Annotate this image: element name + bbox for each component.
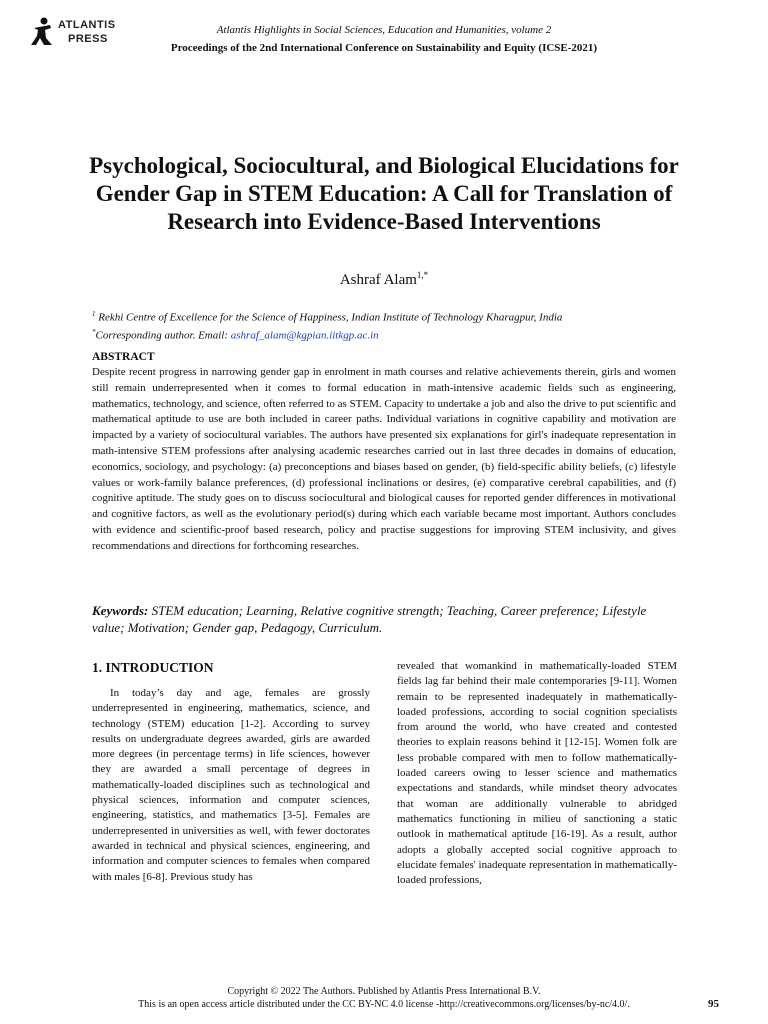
affiliation-text: Rekhi Centre of Excellence for the Science of Happiness, Indian Institute of Technology Kharagpur, India bbox=[98, 311, 563, 324]
author-name: Ashraf Alam bbox=[339, 272, 417, 288]
series-title: Atlantis Highlights in Social Sciences, Education and Humanities, volume 2 bbox=[216, 24, 552, 36]
paper-title: Psychological, Sociocultural, and Biological Elucidations for Gender Gap in STEM Education: A Call for Translation of Research into Evidence-Based Interventions bbox=[89, 153, 679, 234]
license-notice: This is an open access article distributed under the CC BY-NC 4.0 license -http://creativecommons.org/licenses/by-nc/4.0/. bbox=[138, 999, 630, 1010]
corresponding-label: Corresponding author. Email: bbox=[95, 329, 231, 342]
corresponding-superscript: * bbox=[92, 327, 96, 336]
affiliation-block bbox=[92, 307, 692, 342]
copyright-notice: Copyright © 2022 The Authors. Published by Atlantis Press International B.V. bbox=[227, 986, 541, 997]
atlantis-figure-icon bbox=[30, 16, 54, 46]
author-line bbox=[0, 270, 768, 289]
publisher-name-line2: PRESS bbox=[68, 33, 108, 45]
author-superscript: 1,* bbox=[416, 270, 429, 280]
abstract-text: Despite recent progress in narrowing gender gap in enrolment in math courses and relative achievements therein, girls and women still remain underrepresented when it comes to formal education in math-intensive academic fields such as engineering, mathematics, technology, and science, often referred to as STEM. Capacity to undertake a job and also the drive to put scientific and mathematical aptitude to use are both included in career paths. Individual variations in cognitive capability and motivation are impacted by a variety of sociocultural variables. The authors have presented six explanations for girl's inadequate representation in math-intensive STEM professions after analysing academic researches carried out in last three decades in domains of education, economics, sociology, and psychology: (a) preconceptions and biases based on gender, (b) field-specific ability beliefs, (c) lifestyle values or work-family balance preferences, (d) professional inclinations or desires, (e) comparative cerebral capabilities, and (f) cognitive aptitude. The study goes on to discuss sociocultural and biological causes for reported gender differences in motivational and cognitive factors, as well as the evolutionary period(s) during which each variable became most important. Authors concludes with evidence and scientific-proof based research, policy and practise suggestions for improving STEM inclusivity, and gives recommendations and directions for forthcoming researches. bbox=[92, 366, 676, 552]
corresponding-line bbox=[92, 325, 692, 343]
abstract-heading: ABSTRACT bbox=[92, 351, 155, 363]
keywords-text: STEM education; Learning, Relative cognitive strength; Teaching, Career preference; Lifestyle value; Motivation; Gender gap, Pedagogy, Curriculum. bbox=[92, 603, 647, 635]
affiliation-line bbox=[92, 307, 692, 325]
publisher-logo bbox=[30, 14, 130, 48]
affiliation-superscript: 1 bbox=[92, 310, 96, 318]
introduction-column-right: revealed that womankind in mathematically-loaded STEM fields lag far behind their male contemporaries [9-11]. Women remain to be represented inadequately in mathematically-loaded professions, according to social cognition specialists from around the world, who have created and contested theories to explain reasons behind it [12-15]. Women folk are less probable compared with men to follow mathematically-loaded careers owing to lesser science and mathematics expectations and standards, while mindset theory advocates that woman are additionally vulnerable to abridged mathematics functioning in milieu of sanctioning a static outlook in mathematical aptitude [16-19]. As a result, author adopts a globally accepted social cognitive approach to elucidate females' inadequate representation in mathematically-loaded professions, bbox=[397, 660, 677, 887]
page-number: 95 bbox=[708, 998, 719, 1010]
proceedings-title: Proceedings of the 2nd International Conference on Sustainability and Equity (ICSE-2021) bbox=[170, 42, 598, 54]
author-email-link[interactable]: ashraf_alam@kgpian.iitkgp.ac.in bbox=[230, 329, 379, 342]
introduction-heading: 1. INTRODUCTION bbox=[92, 660, 214, 675]
keywords-label: Keywords: bbox=[92, 603, 149, 618]
introduction-column-left: In today’s day and age, females are grossly underrepresented in engineering, mathematics, science, and technology (STEM) education [1-2]. According to survey results on undergraduate degrees awarded, girls are awarded more degrees (in percentage terms) in life sciences, however they are awarded a small percentage of degrees in mathematically-loaded disciplines such as technological and physical sciences, information and computer sciences, engineering, statistics, and mathematics [3-5]. Females are underrepresented in universities as well, with fewer doctorates awarded in technical and physical sciences, engineering, and information and computer sciences to females when compared with males [6-8]. Previous study has bbox=[92, 687, 370, 883]
keywords bbox=[92, 602, 676, 636]
publisher-name-line1: ATLANTIS bbox=[58, 19, 116, 31]
